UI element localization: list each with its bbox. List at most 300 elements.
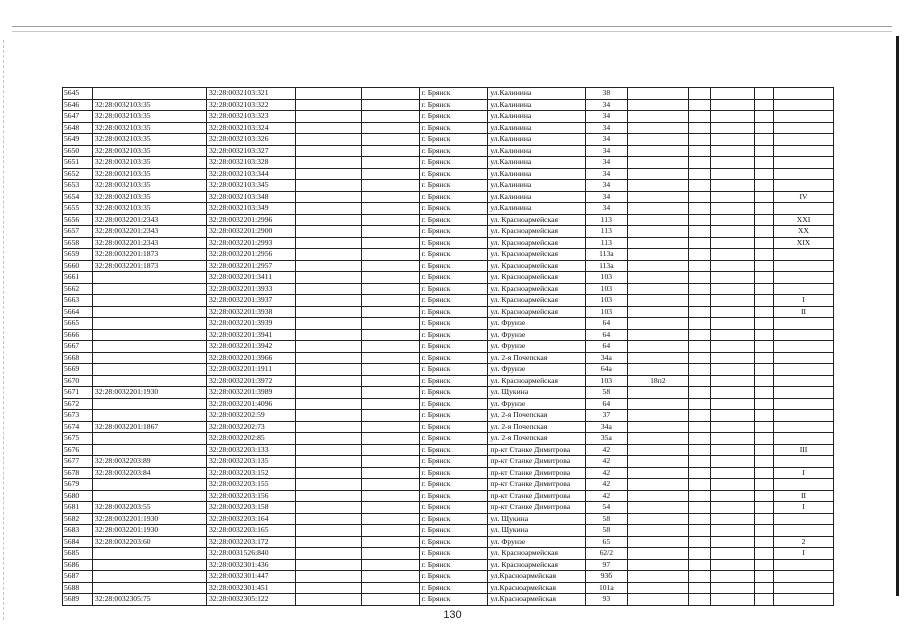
empty-cell	[710, 421, 754, 433]
house-number-cell: 64	[585, 341, 627, 353]
empty-cell	[295, 283, 361, 295]
row-number: 5664	[63, 306, 93, 318]
empty-cell	[755, 318, 774, 330]
table-row	[63, 502, 834, 514]
cadastral-number: 32:28:0032202:59	[207, 410, 296, 422]
empty-cell	[688, 502, 710, 514]
note-cell	[627, 433, 688, 445]
table-row	[63, 398, 834, 410]
empty-cell	[710, 594, 754, 606]
empty-cell	[295, 249, 361, 261]
empty-cell	[295, 467, 361, 479]
house-number-cell: 34	[585, 157, 627, 169]
empty-cell	[755, 559, 774, 571]
empty-cell	[710, 134, 754, 146]
city-cell: г. Брянск	[419, 341, 488, 353]
empty-cell	[688, 272, 710, 284]
street-cell: пр-кт Станке Димитрова	[488, 479, 585, 491]
empty-cell	[688, 226, 710, 238]
city-cell: г. Брянск	[419, 318, 488, 330]
empty-cell	[688, 364, 710, 376]
empty-cell	[688, 329, 710, 341]
street-cell: ул. Красноармейская	[488, 283, 585, 295]
city-cell: г. Брянск	[419, 295, 488, 307]
note-cell	[627, 513, 688, 525]
table-row	[63, 433, 834, 445]
empty-cell	[755, 375, 774, 387]
table-row	[63, 145, 834, 157]
empty-cell	[688, 479, 710, 491]
empty-cell	[710, 272, 754, 284]
street-cell: ул.Калинина	[488, 168, 585, 180]
house-number-cell: 93б	[585, 571, 627, 583]
empty-cell	[295, 398, 361, 410]
note-cell	[627, 134, 688, 146]
cadastral-number: 32:28:0032201:3942	[207, 341, 296, 353]
note-cell	[627, 157, 688, 169]
house-number-cell: 42	[585, 479, 627, 491]
empty-cell	[755, 122, 774, 134]
table-row	[63, 456, 834, 468]
empty-cell	[295, 548, 361, 560]
table-row	[63, 341, 834, 353]
empty-cell	[362, 421, 420, 433]
empty-cell	[710, 536, 754, 548]
street-cell: ул. Красноармейская	[488, 260, 585, 272]
empty-cell	[755, 387, 774, 399]
city-cell: г. Брянск	[419, 191, 488, 203]
house-number-cell: 113а	[585, 249, 627, 261]
city-cell: г. Брянск	[419, 582, 488, 594]
city-cell: г. Брянск	[419, 203, 488, 215]
empty-cell	[755, 456, 774, 468]
empty-cell	[688, 525, 710, 537]
empty-cell	[295, 582, 361, 594]
empty-cell	[295, 306, 361, 318]
note-cell	[627, 387, 688, 399]
premises-number-cell	[774, 594, 834, 606]
premises-number-cell	[774, 88, 834, 100]
empty-cell	[295, 513, 361, 525]
house-number-cell: 38	[585, 88, 627, 100]
house-number-cell: 34	[585, 191, 627, 203]
parent-cadastral-number	[92, 559, 206, 571]
note-cell	[627, 122, 688, 134]
empty-cell	[295, 502, 361, 514]
house-number-cell: 34	[585, 99, 627, 111]
empty-cell	[362, 203, 420, 215]
empty-cell	[295, 352, 361, 364]
premises-number-cell	[774, 168, 834, 180]
premises-number-cell	[774, 283, 834, 295]
parent-cadastral-number	[92, 283, 206, 295]
street-cell: ул. 2-я Почепская	[488, 352, 585, 364]
street-cell: ул. 2-я Почепская	[488, 410, 585, 422]
cadastral-number: 32:28:0032201:3939	[207, 318, 296, 330]
house-number-cell: 42	[585, 490, 627, 502]
table-row	[63, 214, 834, 226]
cadastral-number: 32:28:0032203:156	[207, 490, 296, 502]
house-number-cell: 54	[585, 502, 627, 514]
street-cell: ул. Фрунзе	[488, 341, 585, 353]
table-row	[63, 421, 834, 433]
house-number-cell: 37	[585, 410, 627, 422]
row-number: 5668	[63, 352, 93, 364]
street-cell: ул. 2-я Почепская	[488, 433, 585, 445]
street-cell: ул. Красноармейская	[488, 249, 585, 261]
empty-cell	[688, 341, 710, 353]
empty-cell	[688, 387, 710, 399]
empty-cell	[688, 421, 710, 433]
city-cell: г. Брянск	[419, 88, 488, 100]
empty-cell	[362, 490, 420, 502]
empty-cell	[755, 88, 774, 100]
street-cell: ул. Щукина	[488, 513, 585, 525]
registry-table-body	[63, 88, 834, 606]
parent-cadastral-number: 32:28:0032201:2343	[92, 237, 206, 249]
empty-cell	[362, 479, 420, 491]
empty-cell	[710, 456, 754, 468]
empty-cell	[755, 341, 774, 353]
row-number: 5673	[63, 410, 93, 422]
empty-cell	[755, 444, 774, 456]
empty-cell	[755, 260, 774, 272]
note-cell	[627, 490, 688, 502]
city-cell: г. Брянск	[419, 283, 488, 295]
table-row	[63, 306, 834, 318]
city-cell: г. Брянск	[419, 168, 488, 180]
cadastral-number: 32:28:0032203:165	[207, 525, 296, 537]
cadastral-number: 32:28:0032203:164	[207, 513, 296, 525]
empty-cell	[710, 410, 754, 422]
parent-cadastral-number: 32:28:0032203:84	[92, 467, 206, 479]
empty-cell	[362, 318, 420, 330]
empty-cell	[710, 214, 754, 226]
empty-cell	[710, 502, 754, 514]
house-number-cell: 42	[585, 444, 627, 456]
city-cell: г. Брянск	[419, 571, 488, 583]
premises-number-cell: II	[774, 490, 834, 502]
empty-cell	[710, 306, 754, 318]
empty-cell	[295, 571, 361, 583]
premises-number-cell	[774, 571, 834, 583]
table-row	[63, 157, 834, 169]
empty-cell	[755, 364, 774, 376]
empty-cell	[688, 582, 710, 594]
parent-cadastral-number	[92, 318, 206, 330]
empty-cell	[710, 88, 754, 100]
house-number-cell: 62/2	[585, 548, 627, 560]
empty-cell	[362, 398, 420, 410]
empty-cell	[710, 226, 754, 238]
empty-cell	[295, 387, 361, 399]
parent-cadastral-number: 32:28:0032203:89	[92, 456, 206, 468]
cadastral-number: 32:28:0032201:1911	[207, 364, 296, 376]
empty-cell	[688, 214, 710, 226]
table-row	[63, 318, 834, 330]
street-cell: ул. Красноармейская	[488, 237, 585, 249]
top-rule	[12, 26, 892, 27]
empty-cell	[710, 490, 754, 502]
parent-cadastral-number: 32:28:0032103:35	[92, 145, 206, 157]
note-cell	[627, 237, 688, 249]
scan-edge-line	[896, 36, 899, 596]
house-number-cell: 64	[585, 318, 627, 330]
note-cell	[627, 456, 688, 468]
empty-cell	[295, 329, 361, 341]
row-number: 5665	[63, 318, 93, 330]
empty-cell	[295, 410, 361, 422]
empty-cell	[710, 329, 754, 341]
premises-number-cell	[774, 375, 834, 387]
house-number-cell: 64	[585, 329, 627, 341]
empty-cell	[295, 134, 361, 146]
empty-cell	[710, 111, 754, 123]
parent-cadastral-number: 32:28:0032201:2343	[92, 214, 206, 226]
parent-cadastral-number	[92, 364, 206, 376]
parent-cadastral-number: 32:28:0032103:35	[92, 157, 206, 169]
cadastral-number: 32:28:0032305:122	[207, 594, 296, 606]
table-row	[63, 295, 834, 307]
row-number: 5663	[63, 295, 93, 307]
empty-cell	[295, 237, 361, 249]
row-number: 5646	[63, 99, 93, 111]
house-number-cell: 42	[585, 456, 627, 468]
cadastral-number: 32:28:0032103:344	[207, 168, 296, 180]
empty-cell	[710, 157, 754, 169]
empty-cell	[710, 433, 754, 445]
empty-cell	[710, 295, 754, 307]
row-number: 5648	[63, 122, 93, 134]
city-cell: г. Брянск	[419, 456, 488, 468]
empty-cell	[362, 180, 420, 192]
empty-cell	[688, 306, 710, 318]
empty-cell	[710, 571, 754, 583]
note-cell: 18п2	[627, 375, 688, 387]
empty-cell	[295, 168, 361, 180]
empty-cell	[362, 306, 420, 318]
street-cell: ул. Красноармейская	[488, 306, 585, 318]
row-number: 5649	[63, 134, 93, 146]
street-cell: ул.Красноармейская	[488, 571, 585, 583]
street-cell: пр-кт Станке Димитрова	[488, 444, 585, 456]
empty-cell	[295, 260, 361, 272]
empty-cell	[710, 237, 754, 249]
row-number: 5662	[63, 283, 93, 295]
city-cell: г. Брянск	[419, 352, 488, 364]
row-number: 5661	[63, 272, 93, 284]
row-number: 5650	[63, 145, 93, 157]
registry-table	[62, 87, 834, 606]
empty-cell	[710, 387, 754, 399]
house-number-cell: 113	[585, 237, 627, 249]
row-number: 5669	[63, 364, 93, 376]
street-cell: ул.Калинина	[488, 99, 585, 111]
city-cell: г. Брянск	[419, 594, 488, 606]
empty-cell	[688, 122, 710, 134]
note-cell	[627, 318, 688, 330]
row-number: 5659	[63, 249, 93, 261]
house-number-cell: 93	[585, 594, 627, 606]
row-number: 5680	[63, 490, 93, 502]
table-row	[63, 387, 834, 399]
cadastral-number: 32:28:0032203:172	[207, 536, 296, 548]
empty-cell	[688, 88, 710, 100]
note-cell	[627, 341, 688, 353]
row-number: 5683	[63, 525, 93, 537]
street-cell: ул.Калинина	[488, 111, 585, 123]
house-number-cell: 65	[585, 536, 627, 548]
empty-cell	[755, 582, 774, 594]
premises-number-cell	[774, 157, 834, 169]
cadastral-number: 32:28:0032201:3941	[207, 329, 296, 341]
cadastral-number: 32:28:0032103:349	[207, 203, 296, 215]
note-cell	[627, 479, 688, 491]
cadastral-number: 32:28:0032201:2900	[207, 226, 296, 238]
premises-number-cell: II	[774, 306, 834, 318]
city-cell: г. Брянск	[419, 306, 488, 318]
empty-cell	[710, 168, 754, 180]
city-cell: г. Брянск	[419, 364, 488, 376]
row-number: 5677	[63, 456, 93, 468]
empty-cell	[362, 502, 420, 514]
premises-number-cell	[774, 145, 834, 157]
street-cell: ул. Щукина	[488, 387, 585, 399]
empty-cell	[295, 490, 361, 502]
house-number-cell: 34	[585, 203, 627, 215]
row-number: 5656	[63, 214, 93, 226]
table-row	[63, 444, 834, 456]
cadastral-number: 32:28:0032103:345	[207, 180, 296, 192]
table-row	[63, 111, 834, 123]
city-cell: г. Брянск	[419, 272, 488, 284]
note-cell	[627, 214, 688, 226]
premises-number-cell	[774, 513, 834, 525]
city-cell: г. Брянск	[419, 410, 488, 422]
empty-cell	[755, 410, 774, 422]
premises-number-cell	[774, 479, 834, 491]
empty-cell	[362, 145, 420, 157]
parent-cadastral-number: 32:28:0032201:1867	[92, 421, 206, 433]
table-row	[63, 237, 834, 249]
street-cell: ул. 2-я Почепская	[488, 421, 585, 433]
premises-number-cell	[774, 134, 834, 146]
row-number: 5647	[63, 111, 93, 123]
note-cell	[627, 594, 688, 606]
note-cell	[627, 99, 688, 111]
top-rule-secondary	[12, 31, 892, 32]
empty-cell	[688, 410, 710, 422]
street-cell: ул.Калинина	[488, 180, 585, 192]
parent-cadastral-number: 32:28:0032305:75	[92, 594, 206, 606]
city-cell: г. Брянск	[419, 157, 488, 169]
empty-cell	[755, 536, 774, 548]
empty-cell	[362, 134, 420, 146]
empty-cell	[362, 295, 420, 307]
empty-cell	[688, 513, 710, 525]
parent-cadastral-number: 32:28:0032201:1930	[92, 513, 206, 525]
row-number: 5678	[63, 467, 93, 479]
table-row	[63, 364, 834, 376]
parent-cadastral-number: 32:28:0032103:35	[92, 203, 206, 215]
city-cell: г. Брянск	[419, 479, 488, 491]
premises-number-cell: 2	[774, 536, 834, 548]
parent-cadastral-number: 32:28:0032203:55	[92, 502, 206, 514]
street-cell: пр-кт Станке Димитрова	[488, 502, 585, 514]
cadastral-number: 32:28:0032201:3966	[207, 352, 296, 364]
note-cell	[627, 260, 688, 272]
empty-cell	[362, 352, 420, 364]
note-cell	[627, 444, 688, 456]
note-cell	[627, 203, 688, 215]
parent-cadastral-number	[92, 433, 206, 445]
city-cell: г. Брянск	[419, 525, 488, 537]
house-number-cell: 34а	[585, 352, 627, 364]
empty-cell	[755, 134, 774, 146]
empty-cell	[688, 260, 710, 272]
parent-cadastral-number	[92, 295, 206, 307]
empty-cell	[710, 145, 754, 157]
street-cell: ул.Калинина	[488, 122, 585, 134]
row-number: 5671	[63, 387, 93, 399]
empty-cell	[362, 329, 420, 341]
premises-number-cell: I	[774, 295, 834, 307]
note-cell	[627, 272, 688, 284]
street-cell: ул. Красноармейская	[488, 226, 585, 238]
empty-cell	[362, 168, 420, 180]
street-cell: ул. Фрунзе	[488, 364, 585, 376]
empty-cell	[755, 490, 774, 502]
parent-cadastral-number: 32:28:0032201:2343	[92, 226, 206, 238]
page-number: 130	[443, 609, 462, 621]
empty-cell	[362, 444, 420, 456]
empty-cell	[710, 559, 754, 571]
cadastral-number: 32:28:0032202:85	[207, 433, 296, 445]
empty-cell	[755, 421, 774, 433]
empty-cell	[755, 111, 774, 123]
note-cell	[627, 226, 688, 238]
row-number: 5686	[63, 559, 93, 571]
premises-number-cell	[774, 122, 834, 134]
cadastral-number: 32:28:0032301:451	[207, 582, 296, 594]
empty-cell	[362, 364, 420, 376]
cadastral-number: 32:28:0031526:840	[207, 548, 296, 560]
city-cell: г. Брянск	[419, 214, 488, 226]
empty-cell	[362, 525, 420, 537]
premises-number-cell: I	[774, 548, 834, 560]
street-cell: ул. Фрунзе	[488, 536, 585, 548]
cadastral-number: 32:28:0032201:3989	[207, 387, 296, 399]
cadastral-number: 32:28:0032203:133	[207, 444, 296, 456]
street-cell: ул.Калинина	[488, 157, 585, 169]
note-cell	[627, 145, 688, 157]
premises-number-cell	[774, 525, 834, 537]
row-number: 5687	[63, 571, 93, 583]
empty-cell	[710, 122, 754, 134]
house-number-cell: 34а	[585, 421, 627, 433]
parent-cadastral-number	[92, 329, 206, 341]
note-cell	[627, 180, 688, 192]
premises-number-cell	[774, 203, 834, 215]
parent-cadastral-number: 32:28:0032103:35	[92, 191, 206, 203]
row-number: 5676	[63, 444, 93, 456]
row-number: 5684	[63, 536, 93, 548]
house-number-cell: 113а	[585, 260, 627, 272]
note-cell	[627, 191, 688, 203]
empty-cell	[362, 571, 420, 583]
empty-cell	[755, 433, 774, 445]
table-row	[63, 571, 834, 583]
